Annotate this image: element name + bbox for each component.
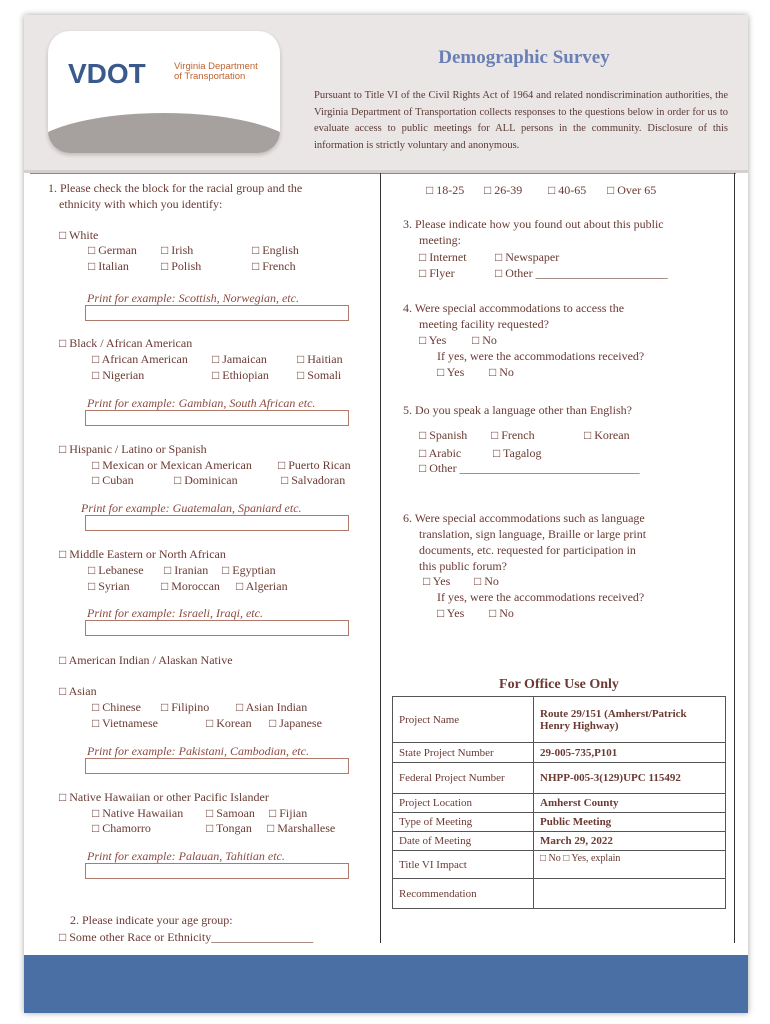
syrian-checkbox[interactable]: □ Syrian (88, 579, 130, 593)
arabic-checkbox[interactable]: □ Arabic (419, 446, 462, 460)
q1-text-2: ethnicity with which you identify: (59, 197, 223, 211)
intro-text: Pursuant to Title VI of the Civil Rights Act of 1964 and related nondiscrimination authorities, the Virginia Department of Transportation collects responses to the questions below in order for us to evaluate access to public meetings for ALL persons in the community. Disclosure of this information is strictly voluntary and anonymous. (314, 90, 728, 151)
polish-checkbox[interactable]: □ Polish (161, 259, 202, 273)
nigerian-checkbox[interactable]: □ Nigerian (92, 368, 145, 382)
white-input[interactable] (85, 305, 349, 321)
filipino-checkbox[interactable]: □ Filipino (161, 700, 210, 714)
logo-subtitle: Virginia Department of Transportation (174, 61, 258, 82)
table-row (393, 832, 726, 851)
american-indian-checkbox[interactable]: □ American Indian / Alaskan Native (59, 653, 233, 667)
nhpi-checkbox[interactable]: □ Native Hawaiian or other Pacific Islander (59, 790, 269, 804)
nhpi-example: Print for example: Palauan, Tahitian etc. (87, 849, 285, 863)
q6-text-2: translation, sign language, Braille or large print (419, 527, 647, 541)
tagalog-checkbox[interactable]: □ Tagalog (493, 446, 542, 460)
other-language-checkbox[interactable]: □ Other ______________________________ (419, 461, 640, 475)
age-40-65-checkbox[interactable]: □ 40-65 (548, 183, 587, 197)
q4-text-2: meeting facility requested? (419, 317, 549, 331)
state-project-number-label: State Project Number (393, 743, 534, 763)
q6-followup: If yes, were the accommodations received? (437, 590, 645, 604)
puerto-rican-checkbox[interactable]: □ Puerto Rican (278, 458, 351, 472)
korean-checkbox[interactable]: □ Korean (206, 716, 252, 730)
office-use-title: For Office Use Only (499, 677, 619, 692)
logo-wordmark: VDOT (68, 58, 146, 89)
age-over-65-checkbox[interactable]: □ Over 65 (607, 183, 657, 197)
vdot-logo (48, 31, 280, 153)
project-name-value: Route 29/151 (Amherst/Patrick Henry Highway) (534, 697, 726, 743)
chamorro-checkbox[interactable]: □ Chamorro (92, 821, 151, 835)
project-name-label: Project Name (393, 697, 534, 743)
internet-checkbox[interactable]: □ Internet (419, 250, 467, 264)
haitian-checkbox[interactable]: □ Haitian (297, 352, 343, 366)
italian-checkbox[interactable]: □ Italian (88, 259, 129, 273)
q1-text: 1. Please check the block for the racial group and the (48, 181, 303, 195)
project-location-label: Project Location (393, 794, 534, 813)
q6-received-no-checkbox[interactable]: □ No (489, 606, 514, 620)
table-row (393, 851, 726, 879)
table-row (393, 794, 726, 813)
q4-text: 4. Were special accommodations to access the (403, 301, 625, 315)
black-input[interactable] (85, 410, 349, 426)
q6-yes-checkbox[interactable]: □ Yes (423, 574, 451, 588)
african-american-checkbox[interactable]: □ African American (92, 352, 188, 366)
federal-project-number-label: Federal Project Number (393, 763, 534, 794)
q4-followup: If yes, were the accommodations received? (437, 349, 645, 363)
hispanic-checkbox[interactable]: □ Hispanic / Latino or Spanish (59, 442, 207, 456)
somali-checkbox[interactable]: □ Somali (297, 368, 342, 382)
q4-received-no-checkbox[interactable]: □ No (489, 365, 514, 379)
english-checkbox[interactable]: □ English (252, 243, 299, 257)
table-row (393, 697, 726, 743)
chinese-checkbox[interactable]: □ Chinese (92, 700, 141, 714)
moroccan-checkbox[interactable]: □ Moroccan (161, 579, 220, 593)
section-rule (30, 173, 736, 174)
date-of-meeting-label: Date of Meeting (393, 832, 534, 851)
federal-project-number-value: NHPP-005-3(129)UPC 115492 (534, 763, 726, 794)
lebanese-checkbox[interactable]: □ Lebanese (88, 563, 144, 577)
table-row (393, 813, 726, 832)
french-checkbox[interactable]: □ French (252, 259, 296, 273)
q2-text: 2. Please indicate your age group: (70, 913, 233, 927)
table-row (393, 743, 726, 763)
title-vi-impact-options[interactable]: □ No □ Yes, explain (534, 851, 726, 879)
algerian-checkbox[interactable]: □ Algerian (236, 579, 288, 593)
irish-checkbox[interactable]: □ Irish (161, 243, 194, 257)
ethiopian-checkbox[interactable]: □ Ethiopian (212, 368, 269, 382)
hispanic-input[interactable] (85, 515, 349, 531)
black-example: Print for example: Gambian, South African etc. (87, 396, 316, 410)
other-race-checkbox[interactable]: □ Some other Race or Ethnicity_________________ (59, 930, 314, 944)
egyptian-checkbox[interactable]: □ Egyptian (222, 563, 276, 577)
spanish-checkbox[interactable]: □ Spanish (419, 428, 468, 442)
asian-example: Print for example: Pakistani, Cambodian, etc. (87, 744, 309, 758)
survey-sheet (24, 15, 748, 1013)
office-use-table (392, 696, 726, 909)
nhpi-input[interactable] (85, 863, 349, 879)
q6-text: 6. Were special accommodations such as language (403, 511, 645, 525)
recommendation-label: Recommendation (393, 879, 534, 909)
date-of-meeting-value: March 29, 2022 (534, 832, 726, 851)
q6-text-4: this public forum? (419, 559, 507, 573)
mena-example: Print for example: Israeli, Iraqi, etc. (87, 606, 263, 620)
japanese-checkbox[interactable]: □ Japanese (269, 716, 322, 730)
right-border (734, 173, 735, 943)
q4-received-yes-checkbox[interactable]: □ Yes (437, 365, 465, 379)
mena-checkbox[interactable]: □ Middle Eastern or North African (59, 547, 226, 561)
recommendation-value[interactable] (534, 879, 726, 909)
age-26-39-checkbox[interactable]: □ 26-39 (484, 183, 523, 197)
iranian-checkbox[interactable]: □ Iranian (164, 563, 209, 577)
other-source-checkbox[interactable]: □ Other ______________________ (495, 266, 668, 280)
korean-lang-checkbox[interactable]: □ Korean (584, 428, 630, 442)
hispanic-example: Print for example: Guatemalan, Spaniard etc. (81, 501, 302, 515)
q4-yes-checkbox[interactable]: □ Yes (419, 333, 447, 347)
fijian-checkbox[interactable]: □ Fijian (269, 806, 308, 820)
q3-text-2: meeting: (419, 233, 461, 247)
german-checkbox[interactable]: □ German (88, 243, 137, 257)
state-project-number-value: 29-005-735,P101 (534, 743, 726, 763)
flyer-checkbox[interactable]: □ Flyer (419, 266, 455, 280)
q6-received-yes-checkbox[interactable]: □ Yes (437, 606, 465, 620)
mexican-checkbox[interactable]: □ Mexican or Mexican American (92, 458, 252, 472)
age-18-25-checkbox[interactable]: □ 18-25 (426, 183, 465, 197)
salvadoran-checkbox[interactable]: □ Salvadoran (281, 473, 346, 487)
project-location-value: Amherst County (534, 794, 726, 813)
header (24, 15, 748, 173)
page-title: Demographic Survey (438, 47, 610, 68)
native-hawaiian-checkbox[interactable]: □ Native Hawaiian (92, 806, 184, 820)
q4-no-checkbox[interactable]: □ No (472, 333, 497, 347)
cuban-checkbox[interactable]: □ Cuban (92, 473, 134, 487)
table-row (393, 763, 726, 794)
newspaper-checkbox[interactable]: □ Newspaper (495, 250, 560, 264)
mena-input[interactable] (85, 620, 349, 636)
marshallese-checkbox[interactable]: □ Marshallese (267, 821, 336, 835)
dominican-checkbox[interactable]: □ Dominican (174, 473, 238, 487)
asian-checkbox[interactable]: □ Asian (59, 684, 97, 698)
logo-swoosh (48, 113, 280, 153)
white-checkbox[interactable]: □ White (59, 228, 99, 242)
french-lang-checkbox[interactable]: □ French (491, 428, 535, 442)
black-checkbox[interactable]: □ Black / African American (59, 336, 193, 350)
samoan-checkbox[interactable]: □ Samoan (206, 806, 255, 820)
q3-text: 3. Please indicate how you found out about this public (403, 217, 664, 231)
column-divider (380, 173, 381, 943)
title-vi-impact-label: Title VI Impact (393, 851, 534, 879)
tongan-checkbox[interactable]: □ Tongan (206, 821, 252, 835)
q6-no-checkbox[interactable]: □ No (474, 574, 499, 588)
asian-indian-checkbox[interactable]: □ Asian Indian (236, 700, 308, 714)
white-example: Print for example: Scottish, Norwegian, etc. (87, 291, 299, 305)
asian-input[interactable] (85, 758, 349, 774)
jamaican-checkbox[interactable]: □ Jamaican (212, 352, 267, 366)
footer-band (24, 955, 748, 1013)
vietnamese-checkbox[interactable]: □ Vietnamese (92, 716, 158, 730)
q5-text: 5. Do you speak a language other than English? (403, 403, 632, 417)
table-row (393, 879, 726, 909)
q6-text-3: documents, etc. requested for participation in (419, 543, 636, 557)
type-of-meeting-value: Public Meeting (534, 813, 726, 832)
type-of-meeting-label: Type of Meeting (393, 813, 534, 832)
